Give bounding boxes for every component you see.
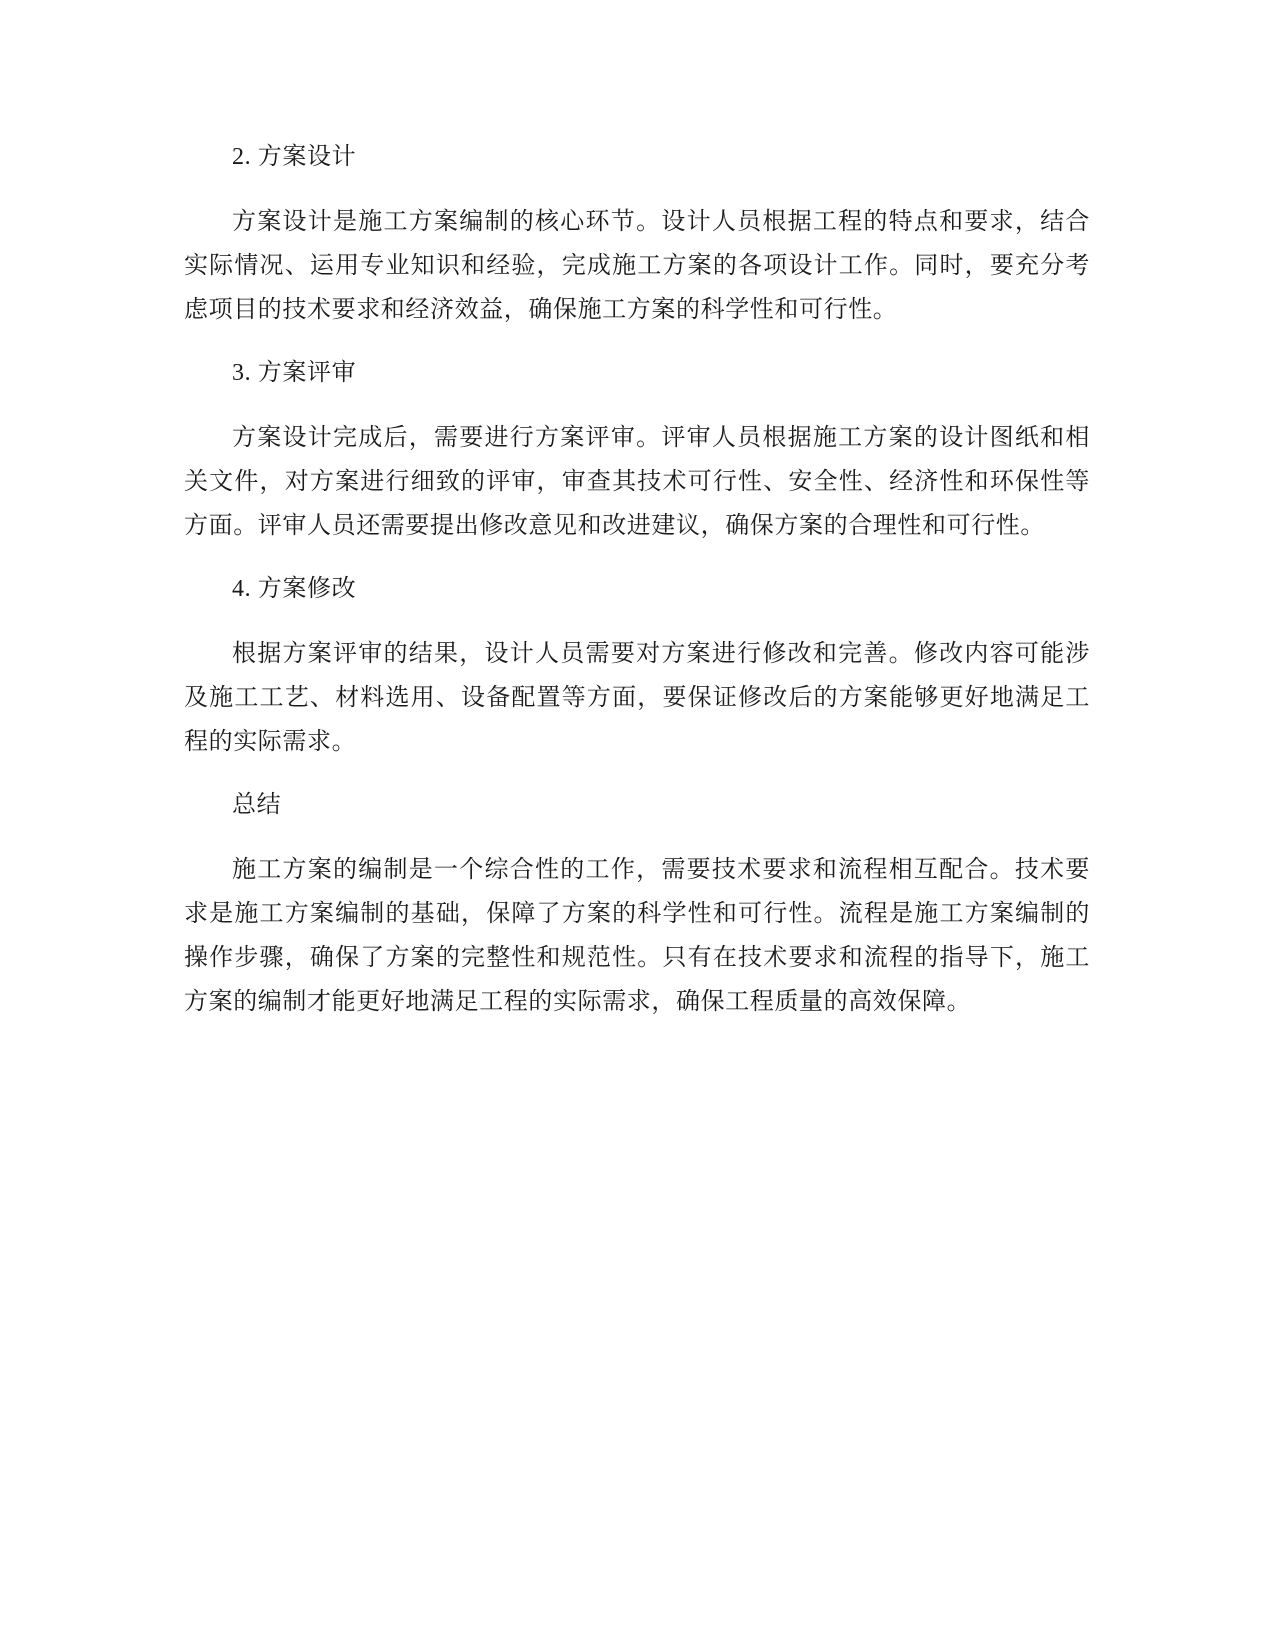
section-heading-design: 2. 方案设计 [232, 144, 357, 170]
document-body [184, 136, 1090, 1024]
section-paragraph-summary: 施工方案的编制是一个综合性的工作，需要技术要求和流程相互配合。技术要求是施工方案编制的基础，保障了方案的科学性和可行性。流程是施工方案编制的操作步骤，确保了方案的完整性和规范性。只有在技术要求和流程的指导下，施工方案的编制才能更好地满足工程的实际需求，确保工程质量的高效保障。 [184, 857, 1090, 1015]
section-heading-revision: 4. 方案修改 [232, 576, 357, 602]
section-heading-review: 3. 方案评审 [232, 360, 357, 386]
section-paragraph-design: 方案设计是施工方案编制的核心环节。设计人员根据工程的特点和要求，结合实际情况、运用专业知识和经验，完成施工方案的各项设计工作。同时，要充分考虑项目的技术要求和经济效益，确保施工方案的科学性和可行性。 [184, 209, 1090, 323]
section-heading-summary: 总结 [232, 792, 282, 818]
section-paragraph-review: 方案设计完成后，需要进行方案评审。评审人员根据施工方案的设计图纸和相关文件，对方案进行细致的评审，审查其技术可行性、安全性、经济性和环保性等方面。评审人员还需要提出修改意见和改进建议，确保方案的合理性和可行性。 [184, 425, 1090, 539]
section-paragraph-revision: 根据方案评审的结果，设计人员需要对方案进行修改和完善。修改内容可能涉及施工工艺、材料选用、设备配置等方面，要保证修改后的方案能够更好地满足工程的实际需求。 [184, 641, 1090, 755]
